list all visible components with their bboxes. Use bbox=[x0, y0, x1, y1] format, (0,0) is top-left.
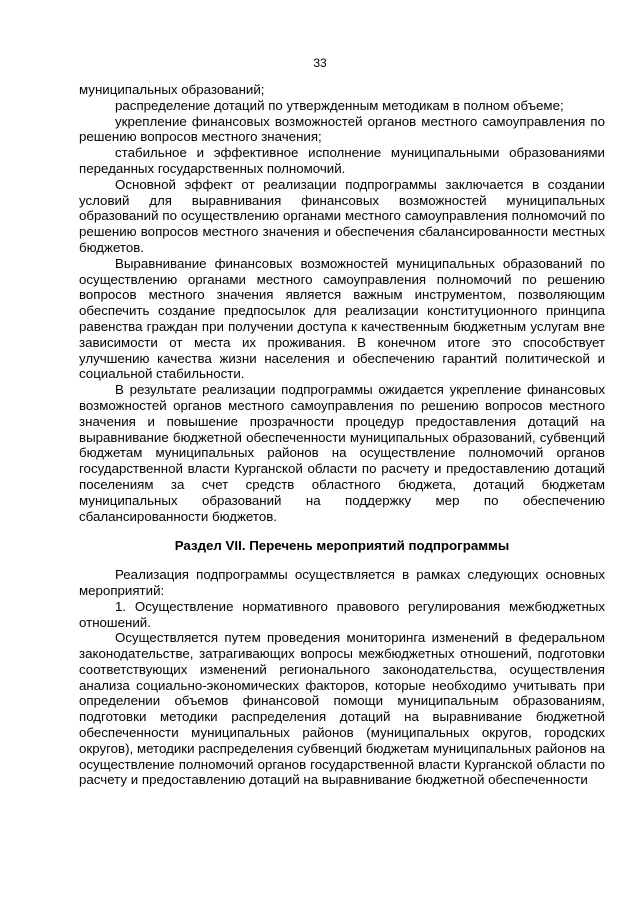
paragraph: укрепление финансовых возможностей органов местного самоуправления по решению вопросов местного значения; bbox=[79, 113, 605, 145]
paragraphs-bottom bbox=[79, 567, 605, 788]
section-heading: Раздел VII. Перечень мероприятий подпрограммы bbox=[174, 538, 510, 554]
document-body bbox=[79, 82, 605, 788]
paragraph: 1. Осуществление нормативного правового регулирования межбюджетных отношений. bbox=[79, 598, 605, 630]
paragraph: распределение дотаций по утвержденным методикам в полном объеме; bbox=[115, 97, 564, 113]
paragraph: Осуществляется путем проведения мониторинга изменений в федеральном законодательстве, затрагивающих вопросы межбюджетных отношений, подготовки соответствующих изменений регионального законодательства, осуществления анализа социально-экономических факторов, которые необходимо учитывать при определении объемов финансовой помощи муниципальным образованиям, подготовки методики распределения дотаций на выравнивание бюджетной обеспеченности муниципальных районов (муниципальных округов, городских округов), методики распределения субвенций бюджетам муниципальных районов на осуществление полномочий органов государственной власти Курганской области по расчету и предоставлению дотаций на выравнивание бюджетной обеспеченности bbox=[79, 630, 605, 788]
paragraph: стабильное и эффективное исполнение муниципальными образованиями переданных государственных полномочий. bbox=[79, 145, 605, 176]
page-number: 33 bbox=[313, 56, 327, 70]
paragraph: В результате реализации подпрограммы ожидается укрепление финансовых возможностей органов местного самоуправления по решению вопросов местного значения и повышение прозрачности процедур предоставления дотаций на выравнивание бюджетной обеспеченности муниципальных образований, субвенций бюджетам муниципальных районов на осуществление полномочий органов государственной власти Курганской области по расчету и предоставлению дотаций поселениям за счет средств областного бюджета, дотаций бюджетам муниципальных образований на поддержку мер по обеспечению сбалансированности бюджетов. bbox=[79, 382, 605, 524]
paragraph: Выравнивание финансовых возможностей муниципальных образований по осуществлению органами местного самоуправления полномочий по решению вопросов местного значения является важным инструментом, позволяющим обеспечить создание предпосылок для реализации конституционного принципа равенства граждан при получении доступа к качественным бюджетным услугам вне зависимости от места их проживания. В конечном итоге это способствует улучшению качества жизни населения и обеспечению гарантий политической и социальной стабильности. bbox=[79, 255, 605, 382]
paragraph: Основной эффект от реализации подпрограммы заключается в создании условий для выравнивания финансовых возможностей муниципальных образований по осуществлению органами местного самоуправления полномочий по решению вопросов местного значения и обеспечения сбалансированности местных бюджетов. bbox=[79, 176, 605, 255]
paragraph: муниципальных образований; bbox=[79, 82, 265, 97]
paragraph: Реализация подпрограммы осуществляется в рамках следующих основных мероприятий: bbox=[79, 567, 605, 598]
paragraphs-top bbox=[79, 82, 605, 524]
